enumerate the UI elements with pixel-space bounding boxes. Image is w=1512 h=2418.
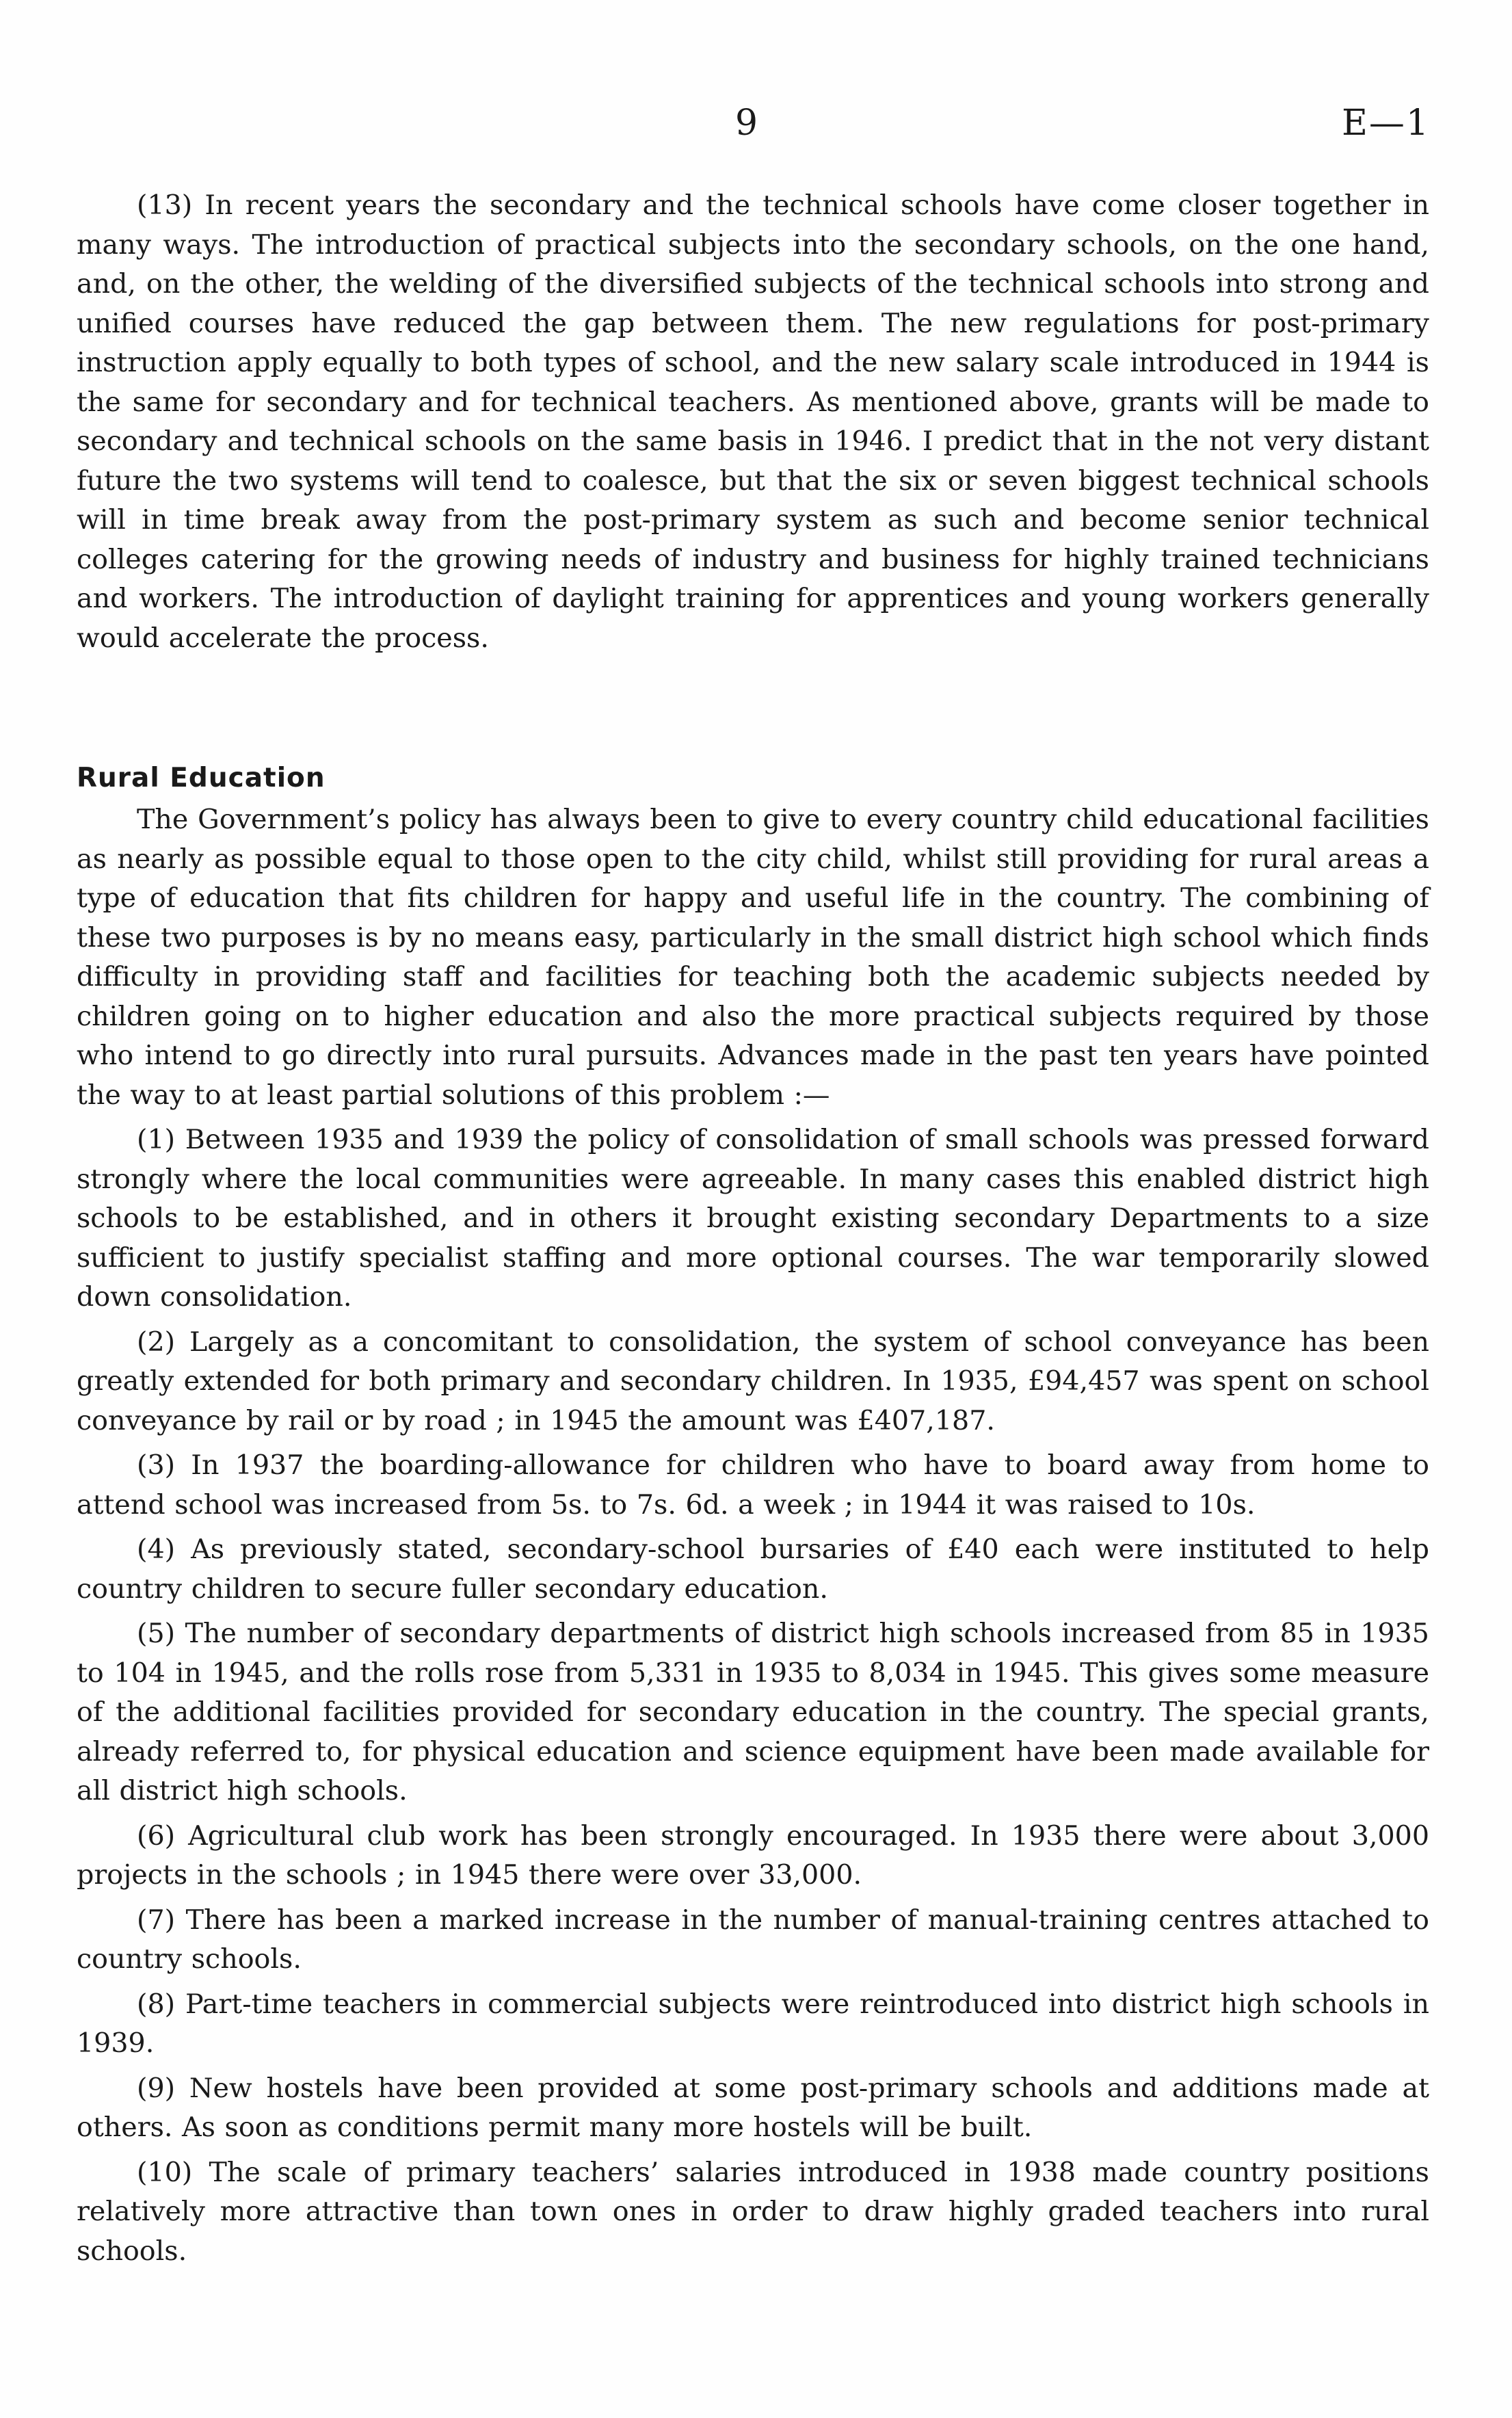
list-item: (10) The scale of primary teachers’ salaries introduced in 1938 made country positions relatively more attractive than town ones in order to draw highly graded teachers into rural schools.	[77, 2156, 1429, 2267]
rural-education-intro: The Government’s policy has always been to give to every country child educational facilities as nearly as possible equal to those open to the city child, whilst still providing for rural areas a type of education that fits children for happy and useful life in the country. The combining of these two purposes is by no means easy, particularly in the small district high school which finds difficulty in providing staff and facilities for teaching both the academic subjects needed by children going on to higher education and also the more practical subjects required by those who intend to go directly into rural pursuits. Advances made in the past ten years have pointed the way to at least partial solutions of this problem :—	[77, 804, 1429, 1111]
list-item: (3) In 1937 the boarding-allowance for children who have to board away from home to attend school was increased from 5s. to 7s. 6d. a week ; in 1944 it was raised to 10s.	[77, 1449, 1429, 1521]
paragraph-13: (13) In recent years the secondary and the technical schools have come closer together in many ways. The introduction of practical subjects into the secondary schools, on the one hand, and, on the other, the welding of the diversified subjects of the technical schools into strong and unified courses have reduced the gap between them. The new regulations for post-primary instruction apply equally to both types of school, and the new salary scale introduced in 1944 is the same for secondary and for technical teachers. As mentioned above, grants will be made to secondary and technical schools on the same basis in 1946. I predict that in the not very distant future the two systems will tend to coalesce, but that the six or seven biggest technical schools will in time break away from the post-primary system as such and become senior technical colleges catering for the growing needs of industry and business for highly trained technicians and workers. The introduction of daylight training for apprentices and young workers generally would accelerate the process.	[77, 189, 1429, 654]
page-header	[0, 103, 1512, 150]
page-number: 9	[735, 103, 758, 144]
list-item: (5) The number of secondary departments of district high schools increased from 85 in 1935 to 104 in 1945, and the rolls rose from 5,331 in 1935 to 8,034 in 1945. This gives some measure of the additional facilities provided for secondary education in the country. The special grants, already referred to, for physical education and science equipment have been made available for all district high schools.	[77, 1618, 1429, 1806]
page-body	[77, 186, 1429, 2271]
list-item: (2) Largely as a concomitant to consolidation, the system of school conveyance has been greatly extended for both primary and secondary children. In 1935, £94,457 was spent on school conveyance by rail or by road ; in 1945 the amount was £407,187.	[77, 1326, 1429, 1436]
rural-measures-list	[77, 1120, 1429, 2271]
list-item: (7) There has been a marked increase in the number of manual-training centres attached to country schools.	[77, 1904, 1429, 1975]
section-heading-rural-education: Rural Education	[77, 763, 326, 793]
list-item: (9) New hostels have been provided at some post-primary schools and additions made at others. As soon as conditions permit many more hostels will be built.	[77, 2072, 1429, 2143]
list-item: (1) Between 1935 and 1939 the policy of consolidation of small schools was pressed forward strongly where the local communities were agreeable. In many cases this enabled district high schools to be established, and in others it brought existing secondary Departments to a size sufficient to justify specialist staffing and more optional courses. The war temporarily slowed down consolidation.	[77, 1124, 1429, 1313]
list-item: (4) As previously stated, secondary-school bursaries of £40 each were instituted to help country children to secure fuller secondary education.	[77, 1534, 1429, 1605]
document-code: E—1	[1341, 103, 1430, 144]
list-item: (8) Part-time teachers in commercial subjects were reintroduced into district high schools in 1939.	[77, 1988, 1429, 2059]
list-item: (6) Agricultural club work has been strongly encouraged. In 1935 there were about 3,000 projects in the schools ; in 1945 there were over 33,000.	[77, 1819, 1429, 1891]
